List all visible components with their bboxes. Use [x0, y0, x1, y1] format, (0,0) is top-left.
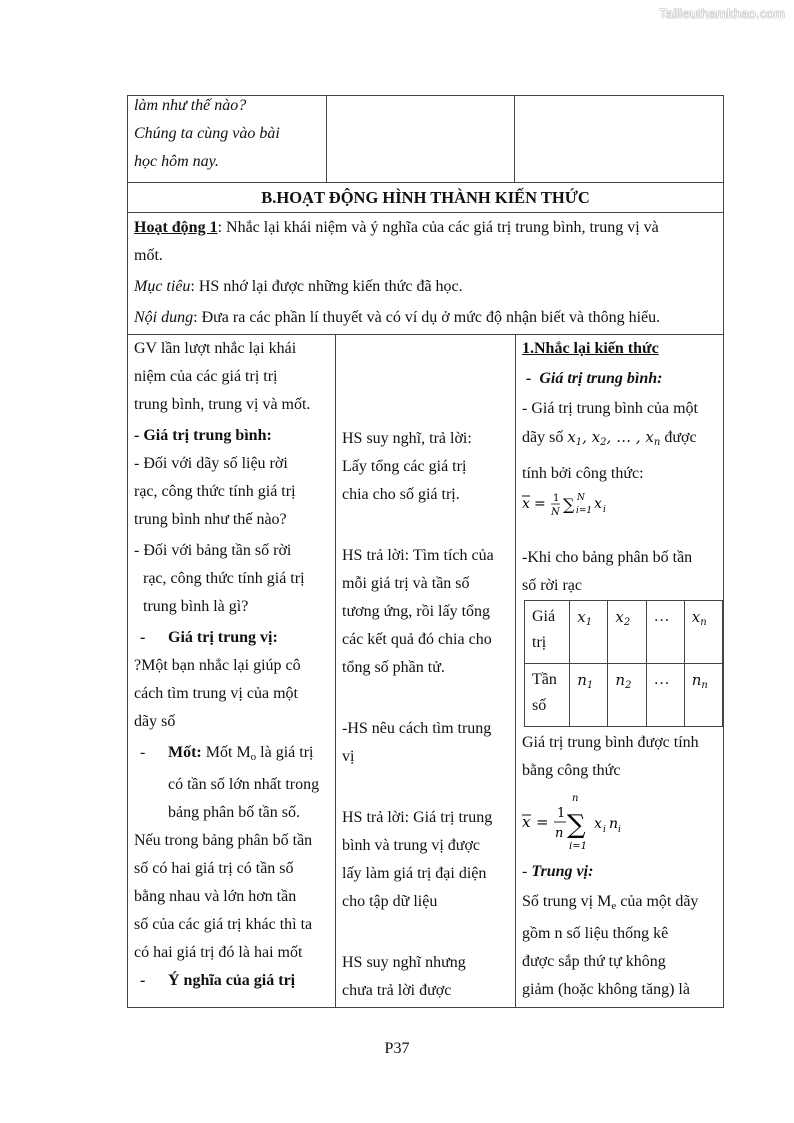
col1-median-dash: -	[140, 629, 146, 646]
col1-mode-text-2: có tần số lớn nhất trong	[168, 776, 320, 793]
col1-median-heading: Giá trị trung vị:	[168, 629, 278, 646]
col3-weighted-1: Giá trị trung bình được tính	[522, 734, 699, 751]
col1-q1-1: - Đối với dãy số liệu rời	[134, 455, 288, 472]
sequence-formula: $x_1$, $x_2$, … , $x_n$	[567, 428, 661, 448]
svg-text:1: 1	[553, 493, 560, 504]
col3-median-def-3: được sắp thứ tự không	[522, 953, 666, 970]
activity-title: Hoạt động 1	[134, 219, 218, 236]
table-x2: $x_2$	[608, 601, 646, 664]
col2-a4-2: bình và trung vị được	[342, 837, 480, 854]
col1-q1-2: rạc, công thức tính giá trị	[134, 483, 296, 500]
col3-mean-def-2a: dãy số	[522, 429, 568, 446]
col3-heading: 1.Nhắc lại kiến thức	[522, 340, 659, 357]
col3-median-def-1b: của một dãy	[616, 893, 699, 910]
col3-median-sub: e	[611, 900, 617, 912]
svg-text:N: N	[577, 493, 585, 503]
col1-mode-text-a: Mốt M	[201, 744, 251, 761]
col3-median-dash: -	[522, 863, 532, 880]
svg-text:n: n	[609, 816, 619, 832]
col1-q3-2: cách tìm trung vị của một	[134, 685, 298, 702]
goal-text: : HS nhớ lại được những kiến thức đã học.	[190, 278, 463, 295]
mean-formula	[516, 488, 723, 524]
col2-a4-3: lấy làm giá trị đại diện	[342, 865, 487, 882]
col2-a3-2: vị	[342, 748, 355, 765]
col3-weighted-2: bằng công thức	[522, 762, 621, 779]
svg-text:n: n	[572, 793, 579, 804]
col3-median-def-4: giảm (hoặc không tăng) là	[522, 981, 690, 998]
svg-text:=: =	[534, 496, 546, 512]
svg-text:x: x	[594, 496, 602, 512]
top-cell-line-2: Chúng ta cùng vào bài	[134, 125, 280, 142]
svg-text:i: i	[603, 505, 606, 515]
col2-a2-1: HS trả lời: Tìm tích của	[342, 547, 494, 564]
col2-a2-3: tương ứng, rồi lấy tổng	[342, 603, 491, 620]
watermark: Tailieuthamkhao.com	[659, 6, 785, 21]
svg-text:N: N	[551, 507, 560, 518]
col2-a4-4: cho tập dữ liệu	[342, 893, 438, 910]
svg-text:i=1: i=1	[576, 506, 593, 516]
knowledge-column	[516, 335, 723, 1004]
col1-q2-2: rạc, công thức tính giá trị	[143, 570, 305, 587]
col1-mode-note-5: có hai giá trị đó là hai mốt	[134, 944, 303, 961]
col2-a1-1: HS suy nghĩ, trả lời:	[342, 430, 472, 447]
svg-text:i=1: i=1	[569, 841, 587, 852]
frequency-table-row	[525, 664, 723, 727]
activity-title-rest: : Nhắc lại khái niệm và ý nghĩa của các giá trị trung bình, trung vị và	[217, 219, 659, 236]
col1-meaning-dash: -	[140, 972, 146, 989]
col1-mode-note-1: Nếu trong bảng phân bố tần	[134, 832, 313, 849]
top-cell-line-3: học hôm nay.	[134, 153, 219, 170]
svg-text:x: x	[522, 496, 530, 512]
col1-mode-note-3: bằng nhau và lớn hơn tần	[134, 888, 297, 905]
col1-q3-1: ?Một bạn nhắc lại giúp cô	[134, 657, 301, 674]
col1-intro-2: niệm của các giá trị trị	[134, 368, 278, 385]
teacher-column	[128, 335, 335, 995]
section-heading: B.HOẠT ĐỘNG HÌNH THÀNH KIẾN THỨC	[261, 188, 590, 207]
col2-a2-5: tổng số phần tử.	[342, 659, 445, 676]
col1-mode-label: Mốt:	[168, 744, 202, 761]
table-x-ellipsis: …	[646, 601, 684, 664]
col2-a3-1: -HS nêu cách tìm trung	[342, 720, 492, 737]
col1-mode-note-4: số của các giá trị khác thì ta	[134, 916, 313, 933]
content-text: : Đưa ra các phần lí thuyết và có ví dụ ở mức độ nhận biết và thông hiểu.	[193, 309, 661, 326]
table-xn: $x_n$	[684, 601, 722, 664]
table-label-value: Giá trị	[525, 601, 570, 664]
svg-text:n: n	[555, 826, 564, 841]
svg-text:x: x	[522, 813, 531, 831]
svg-text:∑: ∑	[563, 495, 575, 514]
col3-median-def-2: gồm n số liệu thống kê	[522, 925, 669, 942]
col1-intro-1: GV lần lượt nhắc lại khái	[134, 340, 297, 357]
col2-a2-4: các kết quả đó chia cho	[342, 631, 492, 648]
col2-a2-2: mỗi giá trị và tần số	[342, 575, 470, 592]
col2-a5-1: HS suy nghĩ nhưng	[342, 954, 466, 971]
table-x1: $x_1$	[570, 601, 608, 664]
activity-title-cont: mốt.	[134, 247, 163, 264]
col1-q1-3: trung bình như thế nào?	[134, 511, 287, 528]
col3-mean-dash: -	[526, 370, 532, 387]
weighted-mean-formula	[516, 785, 723, 855]
col1-mode-text-3: bảng phân bố tần số.	[168, 804, 300, 821]
svg-text:i: i	[603, 825, 606, 835]
col3-mean-heading: Giá trị trung bình:	[539, 370, 663, 387]
col2-a1-2: Lấy tổng các giá trị	[342, 458, 467, 475]
table-n2: $n_2$	[608, 664, 646, 727]
top-cell-line-1: làm như thế nào?	[134, 97, 247, 114]
col1-mean-heading: - Giá trị trung bình:	[134, 427, 272, 444]
table-nn: $n_n$	[684, 664, 722, 727]
col3-freq-intro-2: số rời rạc	[522, 577, 582, 594]
svg-text:x: x	[594, 816, 602, 832]
col3-freq-intro-1: -Khi cho bảng phân bố tần	[522, 549, 693, 566]
col1-mode-note-2: số có hai giá trị có tần số	[134, 860, 294, 877]
col3-mean-def-1: - Giá trị trung bình của một	[522, 400, 698, 417]
svg-text:∑: ∑	[567, 810, 586, 840]
activity-block	[128, 213, 723, 332]
col1-mode-dash: -	[140, 744, 146, 761]
page-number: P37	[384, 1040, 410, 1057]
top-cell	[128, 92, 326, 176]
col1-intro-3: trung bình, trung vị và mốt.	[134, 396, 311, 413]
col2-a4-1: HS trả lời: Giá trị trung	[342, 809, 493, 826]
svg-text:i: i	[618, 825, 621, 835]
col3-median-def-1a: Số trung vị M	[522, 893, 612, 910]
col1-mode-sub: o	[250, 751, 257, 763]
table-label-freq: Tần số	[525, 664, 570, 727]
content-label: Nội dung	[134, 309, 194, 326]
col2-a5-2: chưa trả lời được	[342, 982, 452, 999]
col3-mean-def-3: tính bởi công thức:	[522, 465, 644, 482]
col1-q3-3: dãy số	[134, 713, 176, 730]
frequency-table-row	[525, 601, 723, 664]
table-n-ellipsis: …	[646, 664, 684, 727]
svg-text:1: 1	[557, 806, 566, 821]
frequency-table	[524, 600, 723, 727]
col3-mean-def-2b: được	[660, 429, 697, 446]
col1-q2-1: - Đối với bảng tần số rời	[134, 542, 292, 559]
col1-meaning-heading: Ý nghĩa của giá trị	[168, 972, 296, 989]
table-n1: $n_1$	[570, 664, 608, 727]
col2-a1-3: chia cho số giá trị.	[342, 486, 460, 503]
col1-q2-3: trung bình là gì?	[143, 598, 249, 615]
goal-label: Mục tiêu	[134, 278, 191, 295]
col3-median-heading: Trung vị:	[531, 863, 594, 880]
svg-text:=: =	[536, 813, 549, 831]
col1-mode-text-b: là giá trị	[256, 744, 314, 761]
